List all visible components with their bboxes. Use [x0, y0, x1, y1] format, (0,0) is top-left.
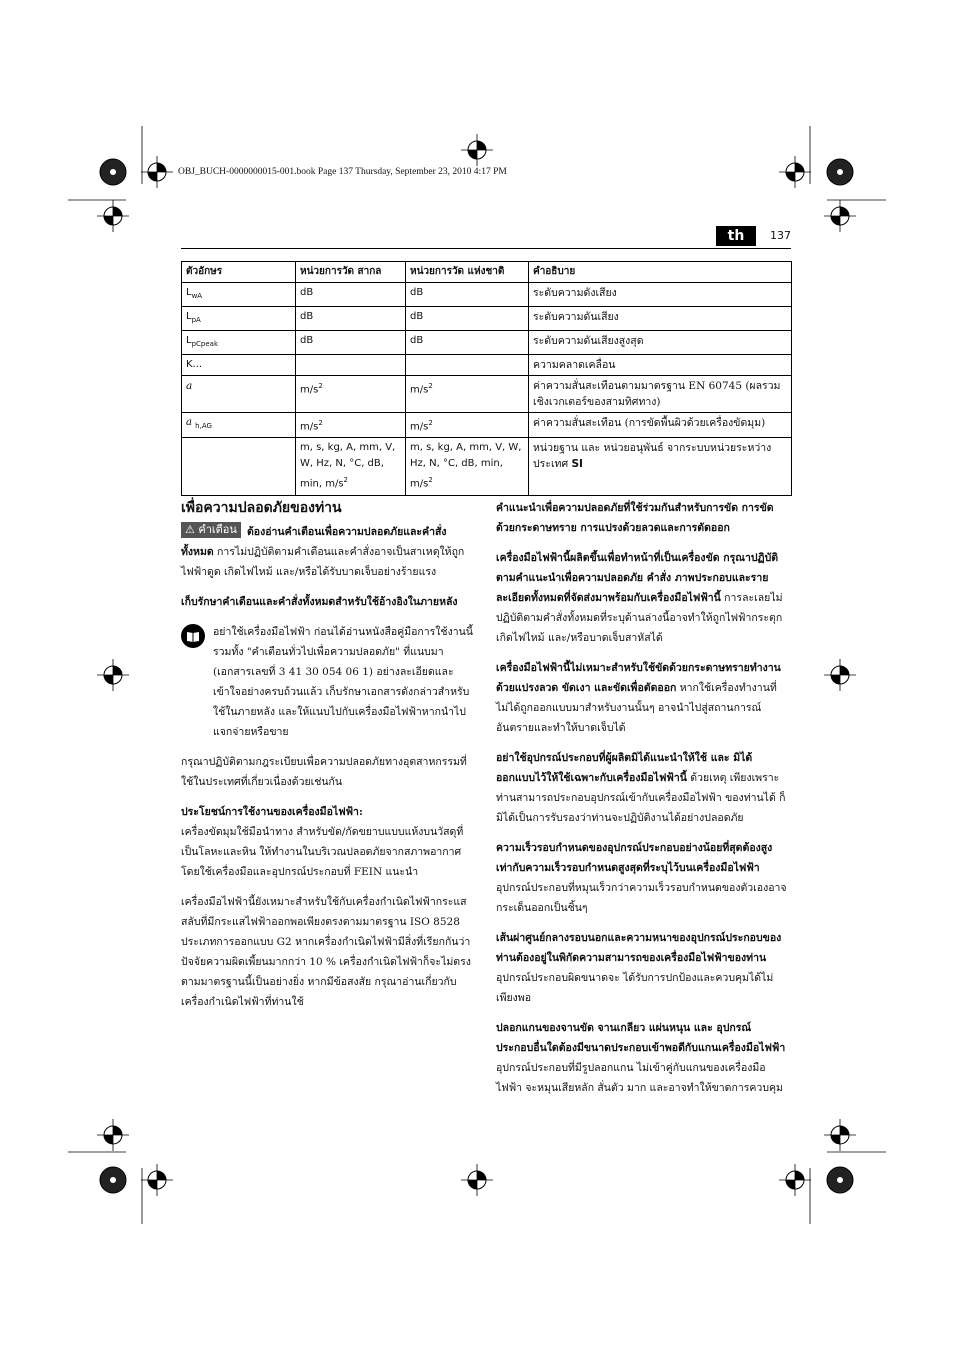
- unit-natl-cell: dB: [406, 307, 529, 331]
- unit-intl-cell: [296, 355, 406, 376]
- unit-intl-cell: dB: [296, 331, 406, 355]
- symbol-cell: $L_{wA}$: [182, 283, 296, 307]
- warning-badge: ⚠ คำเตือน: [181, 522, 241, 538]
- safety-paragraph-3: อย่าใช้อุปกรณ์ประกอบที่ผู้ผลิตมิได้แนะนำให้ใช้ และ มิได้ออกแบบไว้ให้ใช้เฉพาะกับเครื่องมือไฟฟ้านี้ ด้วยเหตุ เพียงเพราะท่านสามารถประกอบอุปกรณ์เข้ากับเครื่องมือไฟฟ้า ของท่านได้ ก็มิได้เป็นการรับรองว่าท่านจะปฏิบัติงานได้อย่างปลอดภัย: [496, 752, 786, 824]
- unit-intl-cell: $m/s^2$: [296, 413, 406, 438]
- table-header: ตัวอักษร: [182, 262, 296, 283]
- read-manual-note: [181, 622, 473, 752]
- unit-intl-cell: m, s, kg, A, mm, V, W, Hz, N, °C, dB, min, $m/s^2$: [296, 438, 406, 495]
- table-row: [182, 355, 792, 376]
- unit-natl-cell: $m/s^2$: [406, 413, 529, 438]
- desc-cell: ค่าความสั่นสะเทือน (การขัดพื้นผิวด้วยเครื่องขัดมุม): [529, 413, 792, 438]
- symbol-cell: a $_{h,AG}$: [182, 413, 296, 438]
- warning-paragraph: ⚠ คำเตือน ต้องอ่านคำเตือนเพื่อความปลอดภัยและคำสั่งทั้งหมด การไม่ปฏิบัติตามคำเตือนและคำสั่งอาจเป็นสาเหตุให้ถูกไฟฟ้าดูด เกิดไฟไหม้ และ/หรือได้รับบาดเจ็บอย่างร้ายแรง: [181, 523, 465, 578]
- table-row: [182, 438, 792, 495]
- desc-cell: ค่าความสั่นสะเทือนตามมาตรฐาน EN 60745 (ผลรวมเชิงเวกเตอร์ของสามทิศทาง): [529, 376, 792, 413]
- table-header: หน่วยการวัด แห่งชาติ: [406, 262, 529, 283]
- safety-paragraph-1: เครื่องมือไฟฟ้านี้ผลิตขึ้นเพื่อทำหน้าที่เป็นเครื่องขัด กรุณาปฏิบัติตามคำแนะนำเพื่อความปลอดภัย คำสั่ง ภาพประกอบและรายละเอียดทั้งหมดที่จัดส่งมาพร้อมกับเครื่องมือไฟฟ้านี้ การละเลยไม่ปฏิบัติตามคำสั่งทั้งหมดที่ระบุด้านล่างนี้อาจทำให้ถูกไฟฟ้ากระตุก เกิดไฟไหม้ และ/หรือบาดเจ็บสาหัสได้: [496, 552, 783, 644]
- page-number: 137: [770, 229, 791, 242]
- desc-cell: ระดับความดันเสียงสูงสุด: [529, 331, 792, 355]
- table-row: [182, 413, 792, 438]
- intended-use-text: เครื่องขัดมุมใช้มือนำทาง สำหรับขัด/กัดขยาบแบบแห้งบนวัสดุที่เป็นโลหะและหิน ให้ทำงานในบริเวณปลอดภัยจากสภาพอากาศ โดยใช้เครื่องมือและอุปกรณ์ประกอบที่ FEIN แนะนำ: [181, 826, 464, 878]
- symbol-cell: K...: [182, 355, 296, 376]
- unit-intl-cell: dB: [296, 307, 406, 331]
- table-row: [182, 283, 792, 307]
- section-title-common-safety: คำแนะนำเพื่อความปลอดภัยที่ใช้ร่วมกันสำหรับการขัด การขัดด้วยกระดาษทราย การแปรงด้วยลวดและการตัดออก: [496, 502, 774, 534]
- table-row: [182, 376, 792, 413]
- unit-natl-cell: dB: [406, 331, 529, 355]
- read-manual-text: อย่าใช้เครื่องมือไฟฟ้า ก่อนได้อ่านหนังสือคู่มือการใช้งานนี้ รวมทั้ง "คำเตือนทั่วไปเพื่อความปลอดภัย" ที่แนบมา (เอกสารเลขที่ 3 41 30 054 06 1) อย่างละเอียดและเข้าใจอย่างครบถ้วนแล้ว เก็บรักษาเอกสารดังกล่าวสำหรับใช้ในภายหลัง และให้แนบไปกับเครื่องมือไฟฟ้าหากนำไปแจกจ่ายหรือขาย: [213, 626, 473, 738]
- unit-natl-cell: m, s, kg, A, mm, V, W, Hz, N, °C, dB, min, $m/s^2$: [406, 438, 529, 495]
- safety-paragraph-4: ความเร็วรอบกำหนดของอุปกรณ์ประกอบอย่างน้อยที่สุดต้องสูงเท่ากับความเร็วรอบกำหนดสูงสุดที่ระบุไว้บนเครื่องมือไฟฟ้า อุปกรณ์ประกอบที่หมุนเร็วกว่าความเร็วรอบกำหนดของตัวเองอาจกระเด็นออกเป็นชิ้นๆ: [496, 842, 787, 914]
- left-column: [181, 498, 473, 1022]
- print-slug: OBJ_BUCH-0000000015-001.book Page 137 Thursday, September 23, 2010 4:17 PM: [178, 167, 507, 177]
- symbol-cell: $L_{pCpeak}$: [182, 331, 296, 355]
- symbol-cell: a: [182, 376, 296, 413]
- table-header-row: [182, 262, 792, 283]
- desc-cell: ระดับความดันเสียง: [529, 307, 792, 331]
- unit-natl-cell: dB: [406, 283, 529, 307]
- safety-paragraph-5: เส้นผ่าศูนย์กลางรอบนอกและความหนาของอุปกรณ์ประกอบของท่านต้องอยู่ในพิกัดความสามารถของเครื่องมือไฟฟ้าของท่าน อุปกรณ์ประกอบผิดขนาดจะ ได้รับการปกป้องและควบคุมได้ไม่เพียงพอ: [496, 932, 782, 1004]
- safety-paragraph-6: ปลอกแกนของจานขัด จานเกลียว แผ่นหนุน และ อุปกรณ์ประกอบอื่นใดต้องมีขนาดประกอบเข้าพอดีกับแกนเครื่องมือไฟฟ้า อุปกรณ์ประกอบที่มีรูปลอกแกน ไม่เข้าคู่กับแกนของเครื่องมือไฟฟ้า จะหมุนเสียหลัก สั่นตัว มาก และอาจทำให้ขาดการควบคุม: [496, 1022, 786, 1094]
- regulations-text: กรุณาปฏิบัติตามกฎระเบียบเพื่อความปลอดภัยทางอุตสาหกรรมที่ใช้ในประเทศที่เกี่ยวเนื่องด้วยเช่นกัน: [181, 756, 467, 788]
- intended-use-title: ประโยชน์การใช้งานของเครื่องมือไฟฟ้า:: [181, 806, 363, 818]
- read-manual-icon: [181, 624, 205, 648]
- symbol-cell: $L_{pA}$: [182, 307, 296, 331]
- table-row: [182, 307, 792, 331]
- unit-natl-cell: $m/s^2$: [406, 376, 529, 413]
- desc-cell: ระดับความดังเสียง: [529, 283, 792, 307]
- table-header: คำอธิบาย: [529, 262, 792, 283]
- unit-natl-cell: [406, 355, 529, 376]
- section-title-safety: เพื่อความปลอดภัยของท่าน: [181, 500, 342, 516]
- symbol-cell: [182, 438, 296, 495]
- table-header: หน่วยการวัด สากล: [296, 262, 406, 283]
- units-table: [181, 261, 792, 496]
- safety-paragraph-2: เครื่องมือไฟฟ้านี้ไม่เหมาะสำหรับใช้ขัดด้วยกระดาษทรายทำงานด้วยแปรงลวด ขัดเงา และขัดเพื่อตัดออก หากใช้เครื่องทำงานที่ไม่ได้ถูกออกแบบมาสำหรับงานนั้นๆ อาจนำไปสู่สถานการณ์อันตรายและทำให้บาดเจ็บได้: [496, 662, 781, 734]
- desc-cell: หน่วยฐาน และ หน่วยอนุพันธ์ จากระบบหน่วยระหว่างประเทศ SI: [529, 438, 792, 495]
- generator-text: เครื่องมือไฟฟ้านี้ยังเหมาะสำหรับใช้กับเครื่องกำเนิดไฟฟ้ากระแสสลับที่มีกระแสไฟฟ้าออกพอเพียงตรงตามมาตรฐาน ISO 8528 ประเภทการออกแบบ G2 หากเครื่องกำเนิดไฟฟ้ามีสิ่งที่เรียกกันว่าปัจจัยความผิดเพี้ยนมากกว่า 10 % เครื่องกำเนิดไฟฟ้าก็จะไม่ตรงตามมาตรฐานนี้เป็นอย่างยิ่ง หากมีข้อสงสัย กรุณาอ่านเกี่ยวกับเครื่องกำเนิดไฟฟ้าที่ท่านใช้: [181, 896, 471, 1008]
- language-badge: th: [716, 226, 756, 246]
- right-column: [496, 498, 788, 1108]
- desc-cell: ความคลาดเคลื่อน: [529, 355, 792, 376]
- table-row: [182, 331, 792, 355]
- unit-intl-cell: dB: [296, 283, 406, 307]
- header-rule: [181, 248, 791, 249]
- keep-instructions: เก็บรักษาคำเตือนและคำสั่งทั้งหมดสำหรับใช้อ้างอิงในภายหลัง: [181, 596, 458, 608]
- unit-intl-cell: $m/s^2$: [296, 376, 406, 413]
